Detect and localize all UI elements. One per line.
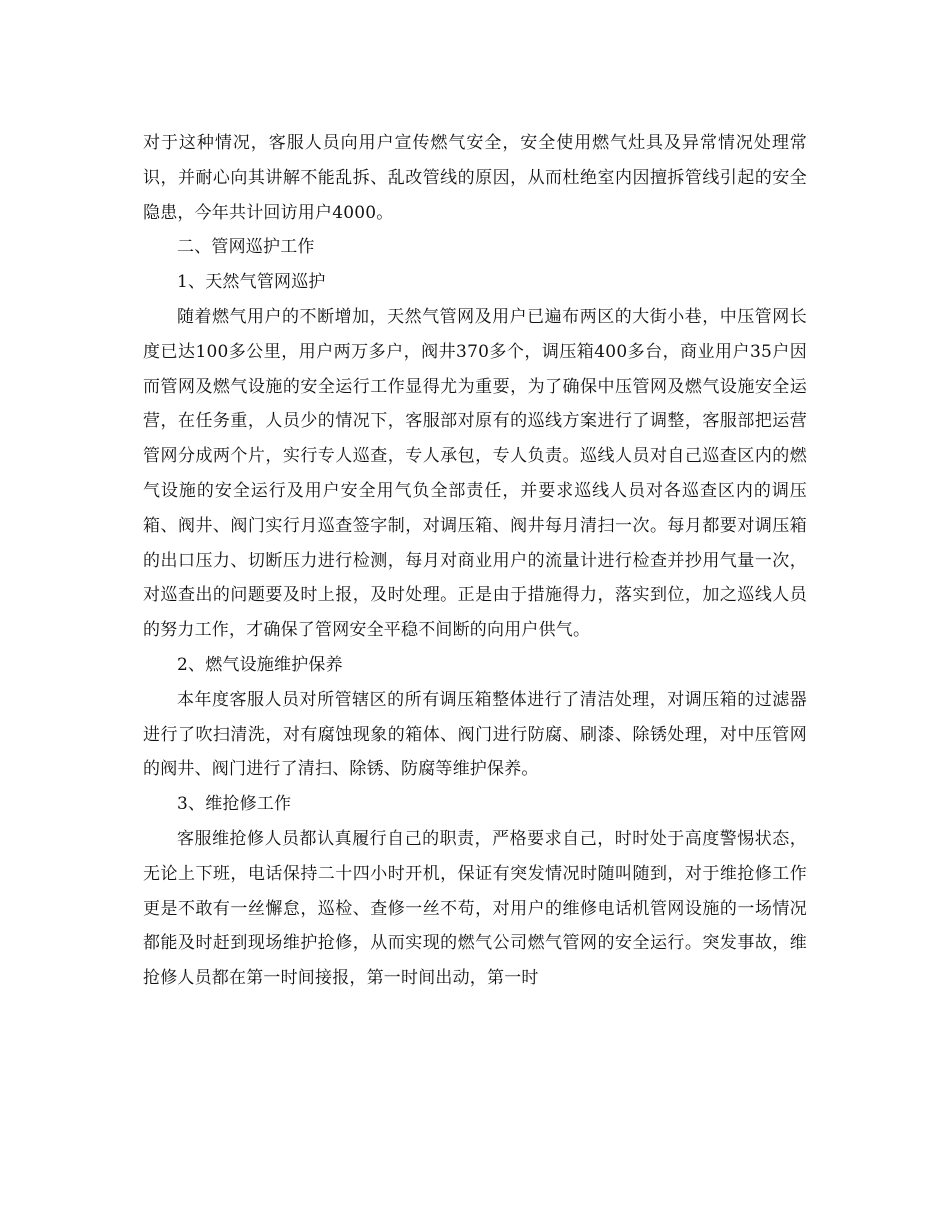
subsection-heading-emergency-repair: 3、维抢修工作 — [177, 794, 292, 815]
paragraph-gas-network-patrol: 随着燃气用户的不断增加，天然气管网及用户已遍布两区的大街小巷，中压管网长度已达100多公里，用户两万多户，阀井370多个，调压箱400多台，商业用户35户因而管网及燃气设施的安全运行工作显得尤为重要，为了确保中压管网及燃气设施安全运营，在任务重，人员少的情况下，客服部对原有的巡线方案进行了调整，客服部把运营管网分成两个片，实行专人巡查，专人承包，专人负责。巡线人员对自己巡查区内的燃气设施的安全运行及用户安全用气负全部责任，并要求巡线人员对各巡查区内的调压箱、阀井、阀门实行月巡查签字制，对调压箱、阀井每月清扫一次。每月都要对调压箱的出口压力、切断压力进行检测，每月对商业用户的流量计进行检查并抄用气量一次，对巡查出的问题要及时上报，及时处理。正是由于措施得力，落实到位，加之巡线人员的努力工作，才确保了管网安全平稳不间断的向用户供气。 — [143, 306, 807, 641]
document-page — [143, 126, 807, 996]
subsection-heading-facility-maintenance: 2、燃气设施维护保养 — [177, 654, 343, 675]
section-heading-network-patrol: 二、管网巡护工作 — [177, 237, 315, 258]
paragraph-facility-maintenance: 本年度客服人员对所管辖区的所有调压箱整体进行了清洁处理，对调压箱的过滤器进行了吹扫清洗，对有腐蚀现象的箱体、阀门进行防腐、刷漆、除锈处理，对中压管网的阀井、阀门进行了清扫、除锈、防腐等维护保养。 — [143, 689, 807, 780]
paragraph-body-continuation: 对于这种情况，客服人员向用户宣传燃气安全，安全使用燃气灶具及异常情况处理常识，并耐心向其讲解不能乱拆、乱改管线的原因，从而杜绝室内因擅拆管线引起的安全隐患，今年共计回访用户4000。 — [143, 133, 807, 223]
paragraph-emergency-repair: 客服维抢修人员都认真履行自己的职责，严格要求自己，时时处于高度警惕状态，无论上下班，电话保持二十四小时开机，保证有突发情况时随叫随到，对于维抢修工作更是不敢有一丝懈怠，巡检、查修一丝不苟，对用户的维修电话机管网设施的一场情况都能及时赶到现场维护抢修，从而实现的燃气公司燃气管网的安全运行。突发事故，维抢修人员都在第一时间接报，第一时间出动，第一时 — [143, 828, 807, 989]
subsection-heading-gas-network-patrol: 1、天然气管网巡护 — [177, 272, 326, 293]
